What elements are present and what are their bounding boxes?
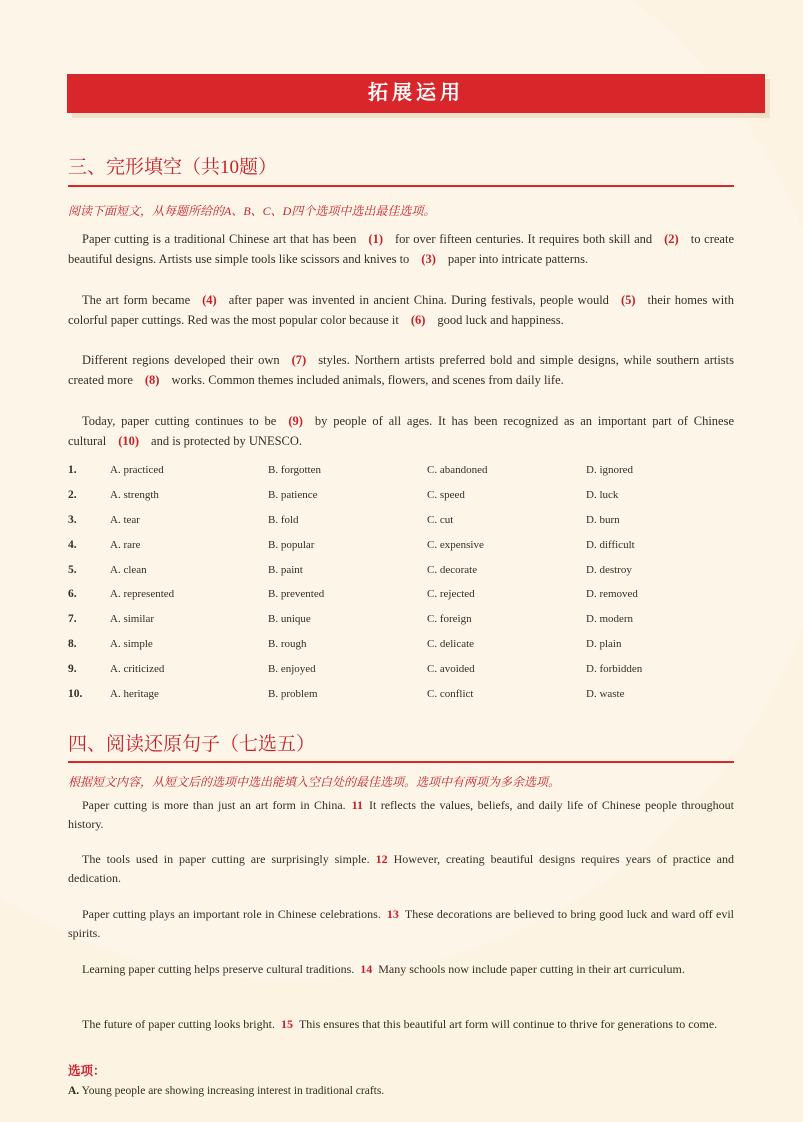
blank-7[interactable]: (7) <box>291 353 307 367</box>
section3-instruction: 阅读下面短文，从每题所给的A、B、C、D四个选项中选出最佳选项。 <box>68 204 436 218</box>
option-b[interactable]: B. enjoyed <box>268 663 316 676</box>
blank-11[interactable]: 11 <box>351 798 363 812</box>
option-row: 10. A. heritage B. problem C. conflict D. waste <box>68 684 734 709</box>
option-row: 1. A. practiced B. forgotten C. abandoned D. ignored <box>68 460 734 485</box>
section4-title: 四、阅读还原句子（七选五） <box>68 734 316 755</box>
option-d[interactable]: D. ignored <box>586 464 634 476</box>
option-row: 6. A. represented B. prevented C. rejected D. removed <box>68 584 734 609</box>
option-b[interactable]: B. fold <box>268 513 299 526</box>
option-d[interactable]: D. difficult <box>586 538 635 551</box>
option-b[interactable]: B. forgotten <box>268 464 321 476</box>
page-banner: 拓展运用 <box>67 74 765 113</box>
option-c[interactable]: C. expensive <box>427 538 484 551</box>
option-d[interactable]: D. luck <box>586 488 619 501</box>
option-a[interactable]: A. criticized <box>110 663 165 676</box>
section3-title: 三、完形填空（共10题） <box>68 157 278 178</box>
blank-3[interactable]: (3) <box>421 252 436 266</box>
option-c[interactable]: C. speed <box>427 488 465 501</box>
option-b[interactable]: B. paint <box>268 563 303 576</box>
option-d[interactable]: D. modern <box>586 613 634 626</box>
option-a[interactable]: A. rare <box>110 538 141 551</box>
option-row: 4. A. rare B. popular C. expensive D. difficult <box>68 535 734 560</box>
option-c[interactable]: C. avoided <box>427 663 475 676</box>
section4-instruction: 根据短文内容，从短文后的选项中选出能填入空白处的最佳选项。选项中有两项为多余选项。 <box>68 775 561 789</box>
blank-5[interactable]: (5) <box>620 293 636 307</box>
cloze-paragraph-3: Different regions developed their own (7) styles. Northern artists preferred bold and simple designs, while southern artists created more (8) works. Common themes included animals, flowers, and scenes from daily life. <box>68 353 735 387</box>
option-a[interactable]: A. tear <box>110 513 140 526</box>
option-b[interactable]: B. patience <box>268 488 318 501</box>
option-d[interactable]: D. removed <box>586 588 638 601</box>
option-c[interactable]: C. cut <box>427 513 454 526</box>
blank-13[interactable]: 13 <box>386 907 399 921</box>
blank-12[interactable]: 12 <box>375 852 388 866</box>
option-row: 5. A. clean B. paint C. decorate D. destroy <box>68 560 734 585</box>
option-d[interactable]: D. destroy <box>586 563 632 576</box>
reading-paragraph-5: The future of paper cutting looks bright. 15 This ensures that this beautiful art form will continue to thrive for generations to come. <box>82 1017 718 1031</box>
cloze-paragraph-2: The art form became (4) after paper was invented in ancient China. During festivals, people would (5) their homes with colorful paper cuttings. Red was the most popular color because it (6) good luck and happiness. <box>68 293 734 327</box>
option-row: 3. A. tear B. fold C. cut D. burn <box>68 510 734 535</box>
cloze-paragraph-4: Today, paper cutting continues to be (9) by people of all ages. It has been recognized as an important part of Chinese cultural (10) and is protected by UNESCO. <box>68 414 734 448</box>
option-a[interactable]: A. represented <box>110 588 175 601</box>
option-d[interactable]: D. plain <box>586 638 622 651</box>
section4-divider <box>68 761 734 763</box>
option-a[interactable]: A. practiced <box>110 464 164 476</box>
option-row: 7. A. similar B. unique C. foreign D. modern <box>68 609 734 634</box>
cloze-options-table <box>68 460 734 709</box>
option-row: 2. A. strength B. patience C. speed D. luck <box>68 485 734 510</box>
option-row: 9. A. criticized B. enjoyed C. avoided D. forbidden <box>68 659 734 684</box>
option-b[interactable]: B. unique <box>268 613 311 626</box>
option-c[interactable]: C. rejected <box>427 588 475 601</box>
section3-divider <box>68 185 734 187</box>
blank-15[interactable]: 15 <box>280 1017 293 1031</box>
option-d[interactable]: D. burn <box>586 513 620 526</box>
blank-2[interactable]: (2) <box>664 232 679 246</box>
option-d[interactable]: D. waste <box>586 688 625 701</box>
blank-1[interactable]: (1) <box>368 232 383 246</box>
blank-4[interactable]: (4) <box>202 293 217 307</box>
cloze-paragraph-1: Paper cutting is a traditional Chinese art that has been (1) for over fifteen centuries. It requires both skill and (2) to create beautiful designs. Artists use simple tools like scissors and knives to (3) paper into intricate patterns. <box>68 232 734 266</box>
blank-10[interactable]: (10) <box>118 434 140 448</box>
blank-9[interactable]: (9) <box>288 414 303 428</box>
option-c[interactable]: C. delicate <box>427 638 475 651</box>
reading-paragraph-2: The tools used in paper cutting are surprisingly simple. 12 However, creating beautiful designs requires years of practice and dedication. <box>68 852 734 885</box>
option-b[interactable]: B. rough <box>268 638 307 651</box>
option-a[interactable]: A. similar <box>110 613 154 626</box>
option-a[interactable]: A. clean <box>110 563 147 576</box>
option-a[interactable]: A. strength <box>110 488 159 501</box>
option-d[interactable]: D. forbidden <box>586 663 643 676</box>
blank-14[interactable]: 14 <box>360 962 373 976</box>
reading-paragraph-1: Paper cutting is more than just an art form in China. 11 It reflects the values, beliefs, and daily life of Chinese people throughout history. <box>68 798 734 831</box>
option-b[interactable]: B. problem <box>268 688 318 701</box>
option-b[interactable]: B. popular <box>268 538 315 551</box>
option-c[interactable]: C. foreign <box>427 613 472 626</box>
option-a[interactable]: A. heritage <box>110 688 159 701</box>
option-a[interactable]: A. simple <box>110 638 153 651</box>
option-c[interactable]: C. decorate <box>427 563 478 576</box>
option-c[interactable]: C. conflict <box>427 688 474 701</box>
option-b[interactable]: B. prevented <box>268 588 325 601</box>
reading-paragraph-4: Learning paper cutting helps preserve cultural traditions. 14 Many schools now include paper cutting in their art curriculum. <box>82 962 685 976</box>
reading-paragraph-3: Paper cutting plays an important role in Chinese celebrations. 13 These decorations are believed to bring good luck and ward off evil spirits. <box>68 907 735 940</box>
choices-label: 选项： <box>68 1064 106 1078</box>
option-c[interactable]: C. abandoned <box>427 464 488 476</box>
blank-6[interactable]: (6) <box>410 313 426 327</box>
option-row: 8. A. simple B. rough C. delicate D. plain <box>68 634 734 659</box>
blank-8[interactable]: (8) <box>144 373 160 387</box>
choice-a[interactable]: A. Young people are showing increasing interest in traditional crafts. <box>68 1085 385 1097</box>
